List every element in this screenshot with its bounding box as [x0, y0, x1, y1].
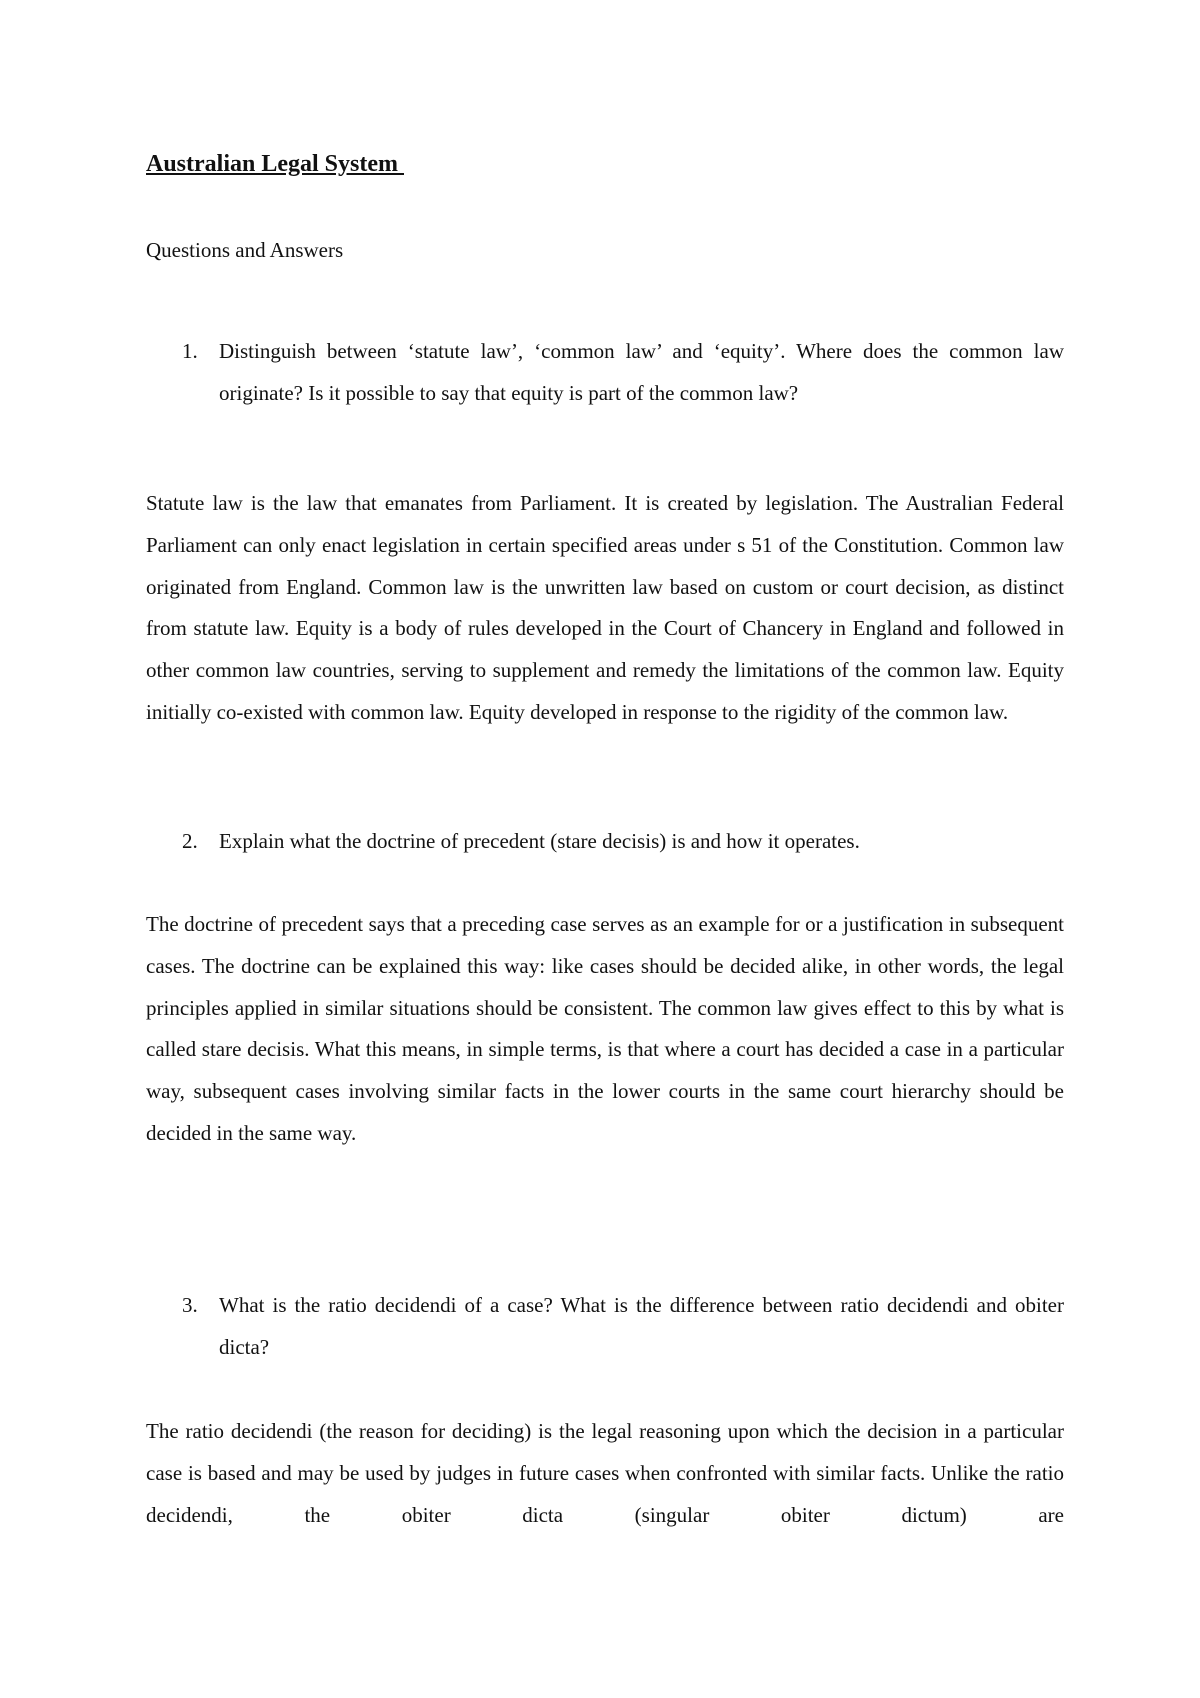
question-text: Explain what the doctrine of precedent (stare decisis) is and how it operates.	[219, 829, 860, 853]
question-2	[146, 820, 1064, 862]
document-page	[146, 0, 1064, 1698]
document-subtitle: Questions and Answers	[146, 238, 344, 262]
question-number: 1.	[182, 339, 198, 363]
answer-2: The doctrine of precedent says that a preceding case serves as an example for or a justification in subsequent cases. The doctrine can be explained this way: like cases should be decided alike, in other words, the legal principles applied in similar situations should be consistent. The common law gives effect to this by what is called stare decisis. What this means, in simple terms, is that where a court has decided a case in a particular way, subsequent cases involving similar facts in the lower courts in the same court hierarchy should be decided in the same way.	[146, 912, 1064, 1145]
question-text: What is the ratio decidendi of a case? What is the difference between ratio decidendi and obiter dicta?	[219, 1293, 1064, 1359]
answer-1: Statute law is the law that emanates from Parliament. It is created by legislation. The Australian Federal Parliament can only enact legislation in certain specified areas under s 51 of the Constitution. Common law originated from England. Common law is the unwritten law based on custom or court decision, as distinct from statute law. Equity is a body of rules developed in the Court of Chancery in England and followed in other common law countries, serving to supplement and remedy the limitations of the common law. Equity initially co-existed with common law. Equity developed in response to the rigidity of the common law.	[146, 491, 1064, 724]
question-number: 2.	[182, 829, 198, 853]
question-text: Distinguish between ‘statute law’, ‘common law’ and ‘equity’. Where does the common law originate? Is it possible to say that equity is part of the common law?	[219, 339, 1064, 405]
document-title: Australian Legal System	[146, 151, 404, 177]
answer-3: The ratio decidendi (the reason for deciding) is the legal reasoning upon which the decision in a particular case is based and may be used by judges in future cases when confronted with similar facts. Unlike the ratio decidendi, the obiter dicta (singular obiter dictum) are	[146, 1419, 1064, 1527]
question-3	[146, 1284, 1064, 1368]
question-1	[146, 330, 1064, 414]
question-number: 3.	[182, 1293, 198, 1317]
